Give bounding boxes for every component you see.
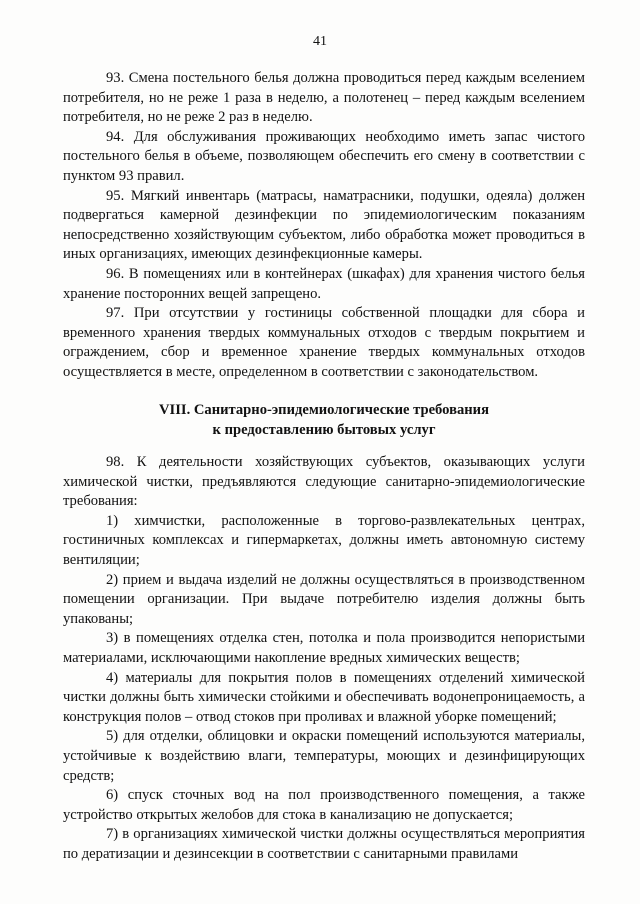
paragraph-96: 96. В помещениях или в контейнерах (шкафах) для хранения чистого белья хранение посторонних вещей запрещено. — [63, 265, 585, 302]
paragraph-98: 98. К деятельности хозяйствующих субъектов, оказывающих услуги химической чистки, предъявляются следующие санитарно-эпидемиологические требования: — [63, 454, 585, 510]
section-heading-line2: к предоставлению бытовых услуг — [212, 422, 436, 438]
paragraph-95: 95. Мягкий инвентарь (матрасы, наматрасники, подушки, одеяла) должен подвергаться камерной дезинфекции по эпидемиологическим показаниям непосредственно хозяйствующим субъектом, либо обработка может проводиться в иных организациях, имеющих дезинфекционные камеры. — [63, 187, 585, 263]
paragraph-93: 93. Смена постельного белья должна проводиться перед каждым вселением потребителя, но не реже 1 раза в неделю, а полотенец – перед каждым вселением потребителя, но не реже 2 раз в неделю. — [63, 70, 585, 126]
list-item-7: 7) в организациях химической чистки должны осуществляться мероприятия по дератизации и дезинсекции в соответствии с санитарными правилами — [63, 826, 585, 862]
paragraph-97: 97. При отсутствии у гостиницы собственной площадки для сбора и временного хранения твердых коммунальных отходов с твердым покрытием и ограждением, сбор и временное хранение твердых коммунальных отходов осуществляется в месте, определенном в соответствии с законодательством. — [63, 305, 585, 380]
list-item-2: 2) прием и выдача изделий не должны осуществляться в производственном помещении организации. При выдаче потребителю изделия должны быть упакованы; — [63, 571, 585, 627]
paragraph-94: 94. Для обслуживания проживающих необходимо иметь запас чистого постельного белья в объеме, позволяющем обеспечить его смену в соответствии с пунктом 93 правил. — [63, 128, 585, 184]
section-heading-line1: VIII. Санитарно-эпидемиологические требования — [159, 402, 489, 418]
list-item-5: 5) для отделки, облицовки и окраски помещений используются материалы, устойчивые к воздействию влаги, температуры, моющих и дезинфицирующих средств; — [63, 728, 585, 784]
page-number: 41 — [313, 34, 327, 49]
list-item-1: 1) химчистки, расположенные в торгово-развлекательных центрах, гостиничных комплексах и гипермаркетах, должны иметь автономную систему вентиляции; — [63, 512, 585, 568]
list-item-3: 3) в помещениях отделка стен, потолка и пола производится непористыми материалами, исключающими накопление вредных химических веществ; — [63, 630, 585, 666]
list-item-4: 4) материалы для покрытия полов в помещениях отделений химической чистки должны быть химически стойкими и обеспечивать водонепроницаемость, а конструкция полов – отвод стоков при проливах и влажной уборке помещений; — [63, 669, 585, 725]
list-item-6: 6) спуск сточных вод на пол производственного помещения, а также устройство открытых желобов для стока в канализацию не допускается; — [63, 787, 585, 823]
section-bottom — [63, 453, 585, 864]
section-top — [63, 69, 585, 383]
section-heading — [63, 400, 585, 440]
